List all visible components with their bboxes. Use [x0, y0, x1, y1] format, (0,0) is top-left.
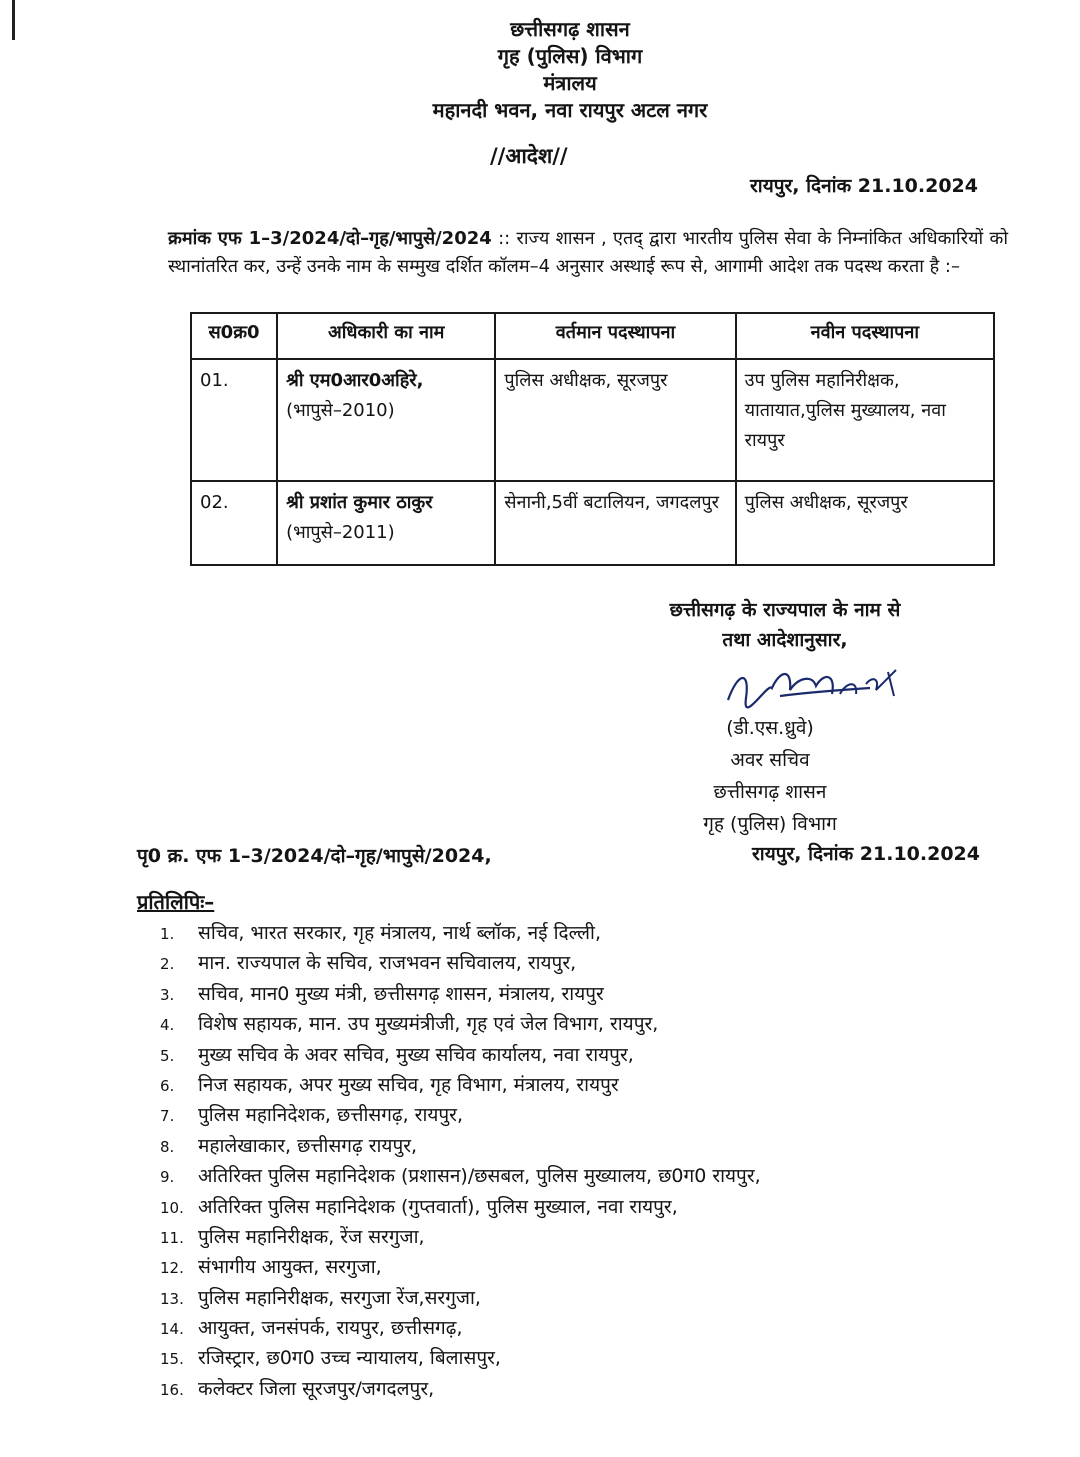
signatory-government: छत्तीसगढ़ शासन: [713, 781, 827, 803]
list-item: [160, 1161, 761, 1191]
item-number: 2.: [160, 955, 175, 974]
list-item: [160, 1100, 761, 1130]
item-text: विशेष सहायक, मान. उप मुख्यमंत्रीजी, गृह एवं जेल विभाग, रायपुर,: [198, 1013, 659, 1036]
letterhead: [360, 16, 780, 124]
row-new-posting: पुलिस अधीक्षक, सूरजपुर: [736, 481, 994, 565]
item-number: 10.: [160, 1198, 184, 1217]
list-item: [160, 1252, 761, 1282]
item-number: 4.: [160, 1016, 175, 1035]
order-text: :: राज्य शासन , एतद् द्वारा भारतीय पुलिस सेवा के निम्नांकित अधिकारियों को स्थानांतरित कर, उन्हें उनके नाम के सम्मुख दर्शित कॉलम–4 अनुसार अस्थाई रूप से, आगामी आदेश तक पदस्थ करता है :–: [168, 228, 1008, 277]
signatory-name: (डी.एस.ध्रुवे): [726, 717, 814, 739]
item-number: 1.: [160, 925, 175, 943]
list-item: [160, 1343, 761, 1373]
authority-line-2: तथा आदेशानुसार,: [722, 629, 848, 651]
row-current-posting: सेनानी,5वीं बटालियन, जगदलपुर: [495, 481, 735, 565]
item-number: 8.: [160, 1137, 175, 1156]
authority-line: [560, 595, 1010, 655]
row-serial: 01.: [191, 359, 277, 481]
row-officer: [277, 481, 495, 565]
list-item: [160, 1131, 761, 1161]
row-new-posting: उप पुलिस महानिरीक्षक, यातायात,पुलिस मुख्यालय, नवा रायपुर: [736, 359, 994, 481]
officer-name: श्री एम0आर0अहिरे,: [286, 370, 424, 391]
row-current-posting: पुलिस अधीक्षक, सूरजपुर: [495, 359, 735, 481]
handwritten-signature: [720, 660, 910, 720]
officer-batch: (भापुसे–2010): [286, 400, 395, 421]
signatory-designation: अवर सचिव: [730, 749, 810, 771]
header-current-posting: वर्तमान पदस्थापना: [495, 313, 735, 359]
item-number: 14.: [160, 1320, 184, 1339]
item-text: मुख्य सचिव के अवर सचिव, मुख्य सचिव कार्यालय, नवा रायपुर,: [198, 1043, 634, 1066]
item-number: 5.: [160, 1046, 175, 1065]
header-serial: स0क्र0: [191, 313, 277, 359]
item-number: 12.: [160, 1259, 184, 1278]
item-text: पुलिस महानिरीक्षक, रेंज सरगुजा,: [198, 1225, 425, 1248]
endorsement-reference: पृ0 क्र. एफ 1–3/2024/दो–गृह/भापुसे/2024,: [137, 845, 492, 867]
row-serial: 02.: [191, 481, 277, 565]
letterhead-government: छत्तीसगढ़ शासन: [510, 17, 630, 41]
item-text: पुलिस महानिदेशक, छत्तीसगढ़, रायपुर,: [198, 1104, 463, 1127]
transfer-table: [190, 312, 995, 566]
item-text: अतिरिक्त पुलिस महानिदेशक (प्रशासन)/छसबल, पुलिस मुख्यालय, छ0ग0 रायपुर,: [198, 1165, 761, 1188]
table-row: [191, 359, 994, 481]
item-text: महालेखाकार, छत्तीसगढ़ रायपुर,: [198, 1134, 418, 1157]
item-number: 6.: [160, 1076, 175, 1095]
item-number: 3.: [160, 985, 175, 1004]
letterhead-address: महानदी भवन, नवा रायपुर अटल नगर: [432, 98, 708, 122]
authority-line-1: छत्तीसगढ़ के राज्यपाल के नाम से: [669, 599, 901, 621]
order-title: //आदेश//: [490, 144, 568, 168]
order-reference-number: क्रमांक एफ 1–3/2024/दो–गृह/भापुसे/2024: [168, 228, 492, 249]
copy-to-heading: प्रतिलिपिः–: [137, 890, 215, 914]
officer-batch: (भापुसे–2011): [286, 522, 395, 543]
item-number: 13.: [160, 1289, 184, 1308]
row-officer: [277, 359, 495, 481]
list-item: [160, 1222, 761, 1252]
list-item: [160, 1040, 761, 1070]
officer-name: श्री प्रशांत कुमार ठाकुर: [286, 492, 433, 513]
list-item: [160, 1313, 761, 1343]
item-number: 11.: [160, 1228, 184, 1247]
signatory-block: [640, 712, 900, 840]
endorsement-date: रायपुर, दिनांक 21.10.2024: [752, 843, 980, 865]
signatory-department: गृह (पुलिस) विभाग: [703, 813, 837, 835]
item-text: रजिस्ट्रार, छ0ग0 उच्च न्यायालय, बिलासपुर,: [198, 1347, 501, 1370]
item-text: आयुक्त, जनसंपर्क, रायपुर, छत्तीसगढ़,: [198, 1317, 463, 1340]
list-item: [160, 1192, 761, 1222]
table-header-row: [191, 313, 994, 359]
order-paragraph: [168, 225, 1008, 281]
list-item: [160, 979, 761, 1009]
list-item: [160, 1070, 761, 1100]
list-item: [160, 948, 761, 978]
table-row: [191, 481, 994, 565]
header-new-posting: नवीन पदस्थापना: [736, 313, 994, 359]
order-date: रायपुर, दिनांक 21.10.2024: [750, 175, 978, 197]
list-item: [160, 1374, 761, 1404]
item-text: मान. राज्यपाल के सचिव, राजभवन सचिवालय, रायपुर,: [198, 952, 577, 975]
item-text: संभागीय आयुक्त, सरगुजा,: [198, 1256, 382, 1279]
letterhead-department: गृह (पुलिस) विभाग: [497, 44, 643, 68]
list-item: [160, 1283, 761, 1313]
item-number: 16.: [160, 1380, 184, 1399]
item-number: 15.: [160, 1350, 184, 1369]
scan-edge-mark: [12, 0, 15, 40]
header-officer-name: अधिकारी का नाम: [277, 313, 495, 359]
letterhead-ministry: मंत्रालय: [543, 71, 597, 95]
item-text: कलेक्टर जिला सूरजपुर/जगदलपुर,: [198, 1377, 435, 1400]
item-number: 9.: [160, 1168, 175, 1187]
list-item: [160, 1009, 761, 1039]
item-number: 7.: [160, 1107, 175, 1126]
item-text: अतिरिक्त पुलिस महानिदेशक (गुप्तवार्ता), पुलिस मुख्याल, नवा रायपुर,: [198, 1195, 678, 1218]
item-text: सचिव, मान0 मुख्य मंत्री, छत्तीसगढ़ शासन, मंत्रालय, रायपुर: [198, 982, 604, 1005]
copy-recipients-list: [160, 918, 761, 1404]
list-item: [160, 918, 761, 948]
item-text: पुलिस महानिरीक्षक, सरगुजा रेंज,सरगुजा,: [198, 1286, 481, 1309]
item-text: सचिव, भारत सरकार, गृह मंत्रालय, नार्थ ब्लॉक, नई दिल्ली,: [198, 922, 601, 944]
item-text: निज सहायक, अपर मुख्य सचिव, गृह विभाग, मंत्रालय, रायपुर: [198, 1073, 619, 1096]
